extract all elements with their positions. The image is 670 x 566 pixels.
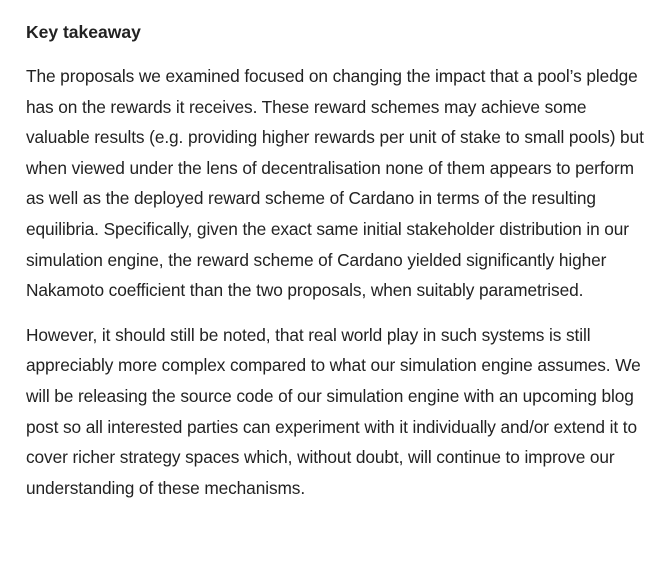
paragraph-takeaway: The proposals we examined focused on changing the impact that a pool’s pledge has on the rewards it receives. These reward schemes may achieve some valuable results (e.g. providing higher rewards per unit of stake to small pools) but when viewed under the lens of decentralisation none of them appears to perform as well as the deployed reward scheme of Cardano in terms of the resulting equilibria. Specifically, given the exact same initial stakeholder distribution in our simulation engine, the reward scheme of Cardano yielded significantly higher Nakamoto coefficient than the two proposals, when suitably parametrised.: [26, 66, 644, 301]
paragraph-caveat: However, it should still be noted, that real world play in such systems is still appreciably more complex compared to what our simulation engine assumes. We will be releasing the source code of our simulation engine with an upcoming blog post so all interested parties can experiment with it individually and/or extend it to cover richer strategy spaces which, without doubt, will continue to improve our understanding of these mechanisms.: [26, 324, 641, 498]
section-heading: Key takeaway: [26, 22, 141, 42]
article-section: [26, 18, 652, 517]
